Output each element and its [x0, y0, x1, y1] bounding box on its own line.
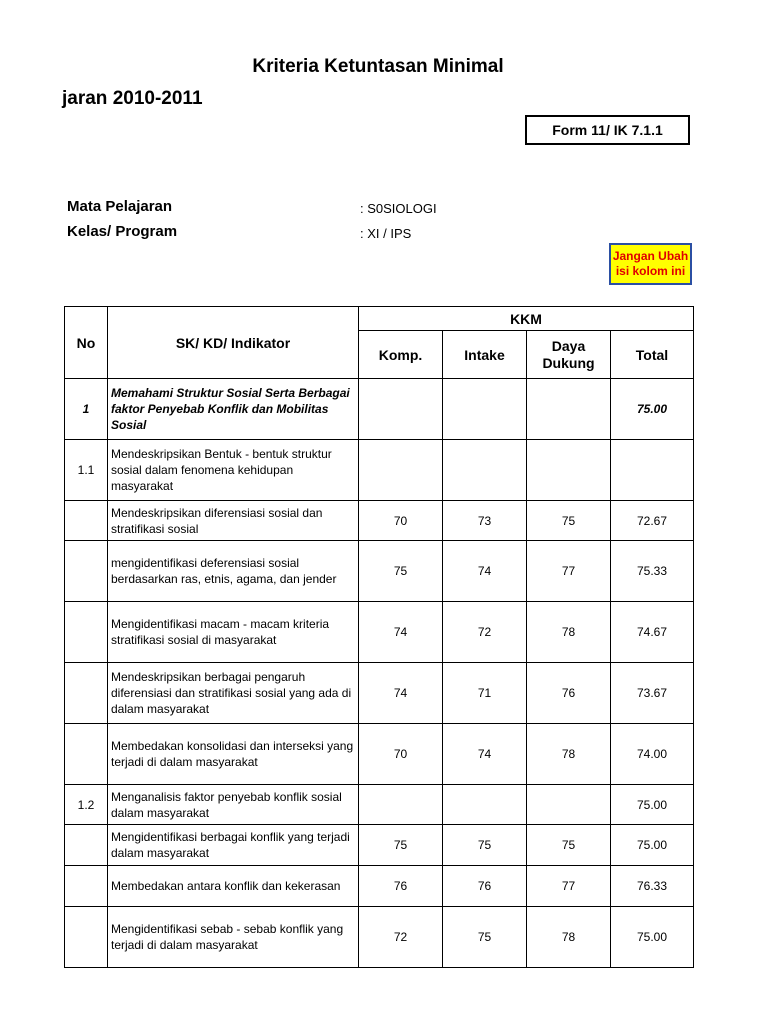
row-intake: 76	[443, 866, 527, 907]
table-row	[65, 785, 694, 825]
row-komp: 70	[359, 501, 443, 541]
row-total: 75.33	[611, 541, 694, 602]
row-daya: 78	[527, 907, 611, 968]
document-title: Kriteria Ketuntasan Minimal	[252, 56, 504, 77]
row-total: 75.00	[611, 785, 694, 825]
warning-line-2: isi kolom ini	[615, 264, 686, 278]
row-indicator: Menganalisis faktor penyebab konflik sosial dalam masyarakat	[108, 785, 359, 825]
table-row	[65, 501, 694, 541]
row-komp: 74	[359, 602, 443, 663]
row-total: 75.00	[611, 379, 694, 440]
row-indicator: mengidentifikasi deferensiasi sosial berdasarkan ras, etnis, agama, dan jender	[108, 541, 359, 602]
row-total	[611, 440, 694, 501]
row-intake: 74	[443, 541, 527, 602]
row-intake	[443, 379, 527, 440]
table-row	[65, 724, 694, 785]
header-total: Total	[611, 331, 694, 379]
row-indicator: Mendeskripsikan diferensiasi sosial dan stratifikasi sosial	[108, 501, 359, 541]
row-komp: 76	[359, 866, 443, 907]
row-intake	[443, 440, 527, 501]
table-row	[65, 866, 694, 907]
row-daya: 75	[527, 825, 611, 866]
row-daya: 78	[527, 602, 611, 663]
row-intake: 72	[443, 602, 527, 663]
row-no	[65, 866, 108, 907]
row-komp	[359, 785, 443, 825]
header-daya-dukung	[527, 331, 611, 379]
row-intake: 75	[443, 825, 527, 866]
table-row	[65, 602, 694, 663]
row-komp: 72	[359, 907, 443, 968]
row-intake: 75	[443, 907, 527, 968]
row-total: 75.00	[611, 907, 694, 968]
row-daya: 78	[527, 724, 611, 785]
class-label: Kelas/ Program	[67, 223, 178, 240]
academic-year: jaran 2010-2011	[62, 88, 203, 109]
row-total: 74.67	[611, 602, 694, 663]
row-indicator: Membedakan antara konflik dan kekerasan	[108, 866, 359, 907]
row-intake: 73	[443, 501, 527, 541]
row-no: 1.2	[65, 785, 108, 825]
row-indicator: Mengidentifikasi berbagai konflik yang terjadi dalam masyarakat	[108, 825, 359, 866]
form-code: Form 11/ IK 7.1.1	[552, 122, 663, 138]
row-daya: 77	[527, 866, 611, 907]
warning-line-1: Jangan Ubah	[612, 249, 689, 263]
row-komp: 75	[359, 541, 443, 602]
table-row	[65, 663, 694, 724]
row-daya: 75	[527, 501, 611, 541]
row-komp: 74	[359, 663, 443, 724]
row-no	[65, 541, 108, 602]
row-indicator: Memahami Struktur Sosial Serta Berbagai faktor Penyebab Konflik dan Mobilitas Sosial	[108, 379, 359, 440]
row-total: 73.67	[611, 663, 694, 724]
row-total: 72.67	[611, 501, 694, 541]
table-row	[65, 907, 694, 968]
warning-note	[609, 243, 692, 285]
row-no	[65, 602, 108, 663]
row-daya	[527, 785, 611, 825]
row-no	[65, 501, 108, 541]
row-komp: 70	[359, 724, 443, 785]
row-total: 74.00	[611, 724, 694, 785]
row-intake: 74	[443, 724, 527, 785]
header-intake: Intake	[443, 331, 527, 379]
row-intake: 71	[443, 663, 527, 724]
table-row	[65, 379, 694, 440]
table-row	[65, 825, 694, 866]
row-indicator: Membedakan konsolidasi dan interseksi yang terjadi di dalam masyarakat	[108, 724, 359, 785]
kkm-table	[64, 306, 694, 968]
row-daya	[527, 379, 611, 440]
row-daya	[527, 440, 611, 501]
class-value: : XI / IPS	[360, 226, 412, 241]
row-komp	[359, 379, 443, 440]
row-indicator: Mendeskripsikan Bentuk - bentuk struktur sosial dalam fenomena kehidupan masyarakat	[108, 440, 359, 501]
row-total: 76.33	[611, 866, 694, 907]
row-indicator: Mendeskripsikan berbagai pengaruh diferensiasi dan stratifikasi sosial yang ada di dalam masyarakat	[108, 663, 359, 724]
table-row	[65, 541, 694, 602]
header-dukung: Dukung	[542, 354, 595, 371]
row-daya: 76	[527, 663, 611, 724]
form-code-box	[525, 115, 690, 145]
row-no: 1.1	[65, 440, 108, 501]
header-indicator: SK/ KD/ Indikator	[108, 307, 359, 379]
row-indicator: Mengidentifikasi sebab - sebab konflik yang terjadi di dalam masyarakat	[108, 907, 359, 968]
row-komp	[359, 440, 443, 501]
header-no: No	[65, 307, 108, 379]
row-no	[65, 825, 108, 866]
row-no	[65, 724, 108, 785]
row-total: 75.00	[611, 825, 694, 866]
subject-value: : S0SIOLOGI	[360, 201, 437, 216]
subject-label: Mata Pelajaran	[67, 198, 173, 215]
row-no	[65, 663, 108, 724]
row-indicator: Mengidentifikasi macam - macam kriteria stratifikasi sosial di masyarakat	[108, 602, 359, 663]
row-no	[65, 907, 108, 968]
header-kkm: KKM	[359, 307, 694, 331]
header-daya: Daya	[551, 337, 586, 354]
row-no: 1	[65, 379, 108, 440]
header-komp: Komp.	[359, 331, 443, 379]
row-komp: 75	[359, 825, 443, 866]
table-row	[65, 440, 694, 501]
row-intake	[443, 785, 527, 825]
row-daya: 77	[527, 541, 611, 602]
